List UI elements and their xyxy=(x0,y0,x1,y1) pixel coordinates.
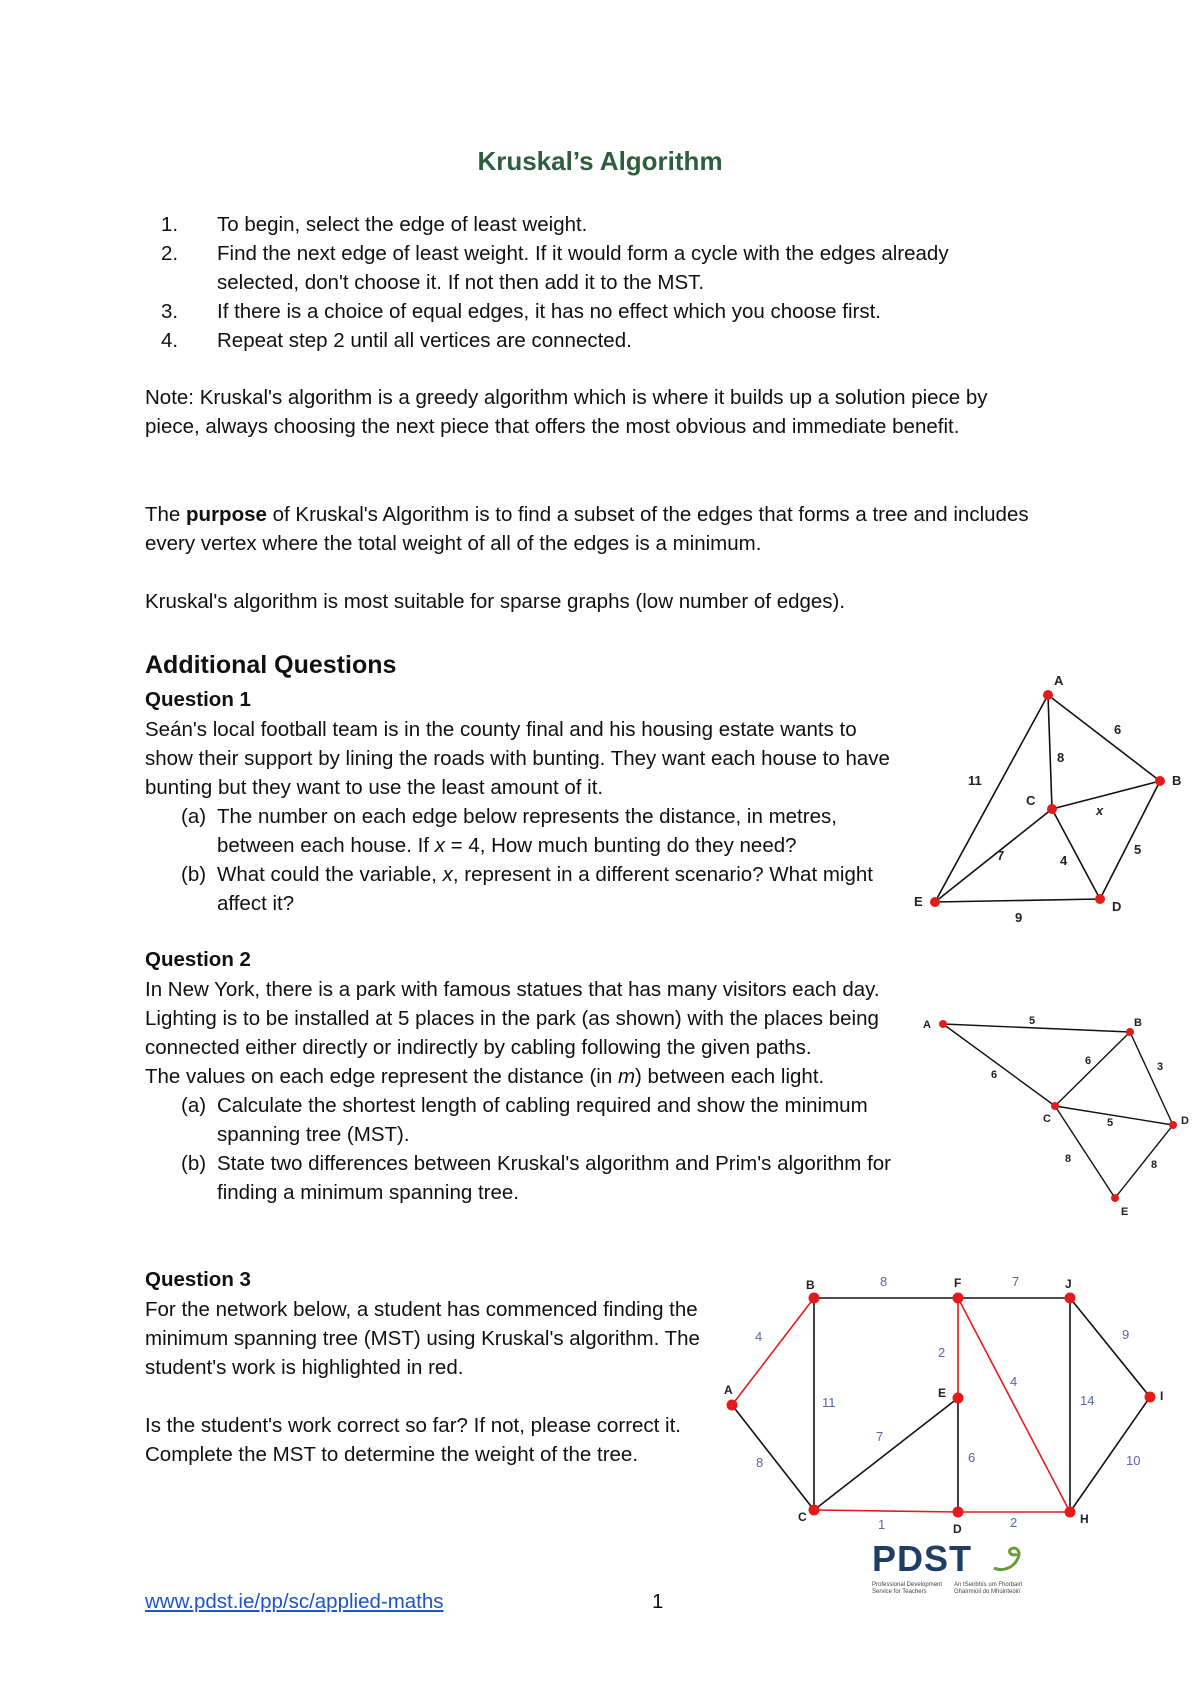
edge-c-b xyxy=(1052,781,1160,809)
edge-f-h xyxy=(958,1298,1070,1512)
step-text: If there is a choice of equal edges, it has no effect which you choose first. xyxy=(217,300,881,323)
question-2-body xyxy=(145,975,907,1207)
question-2-part-b xyxy=(145,1149,907,1207)
edge-a-b xyxy=(943,1024,1130,1032)
question-2-part-a xyxy=(145,1091,907,1149)
vertex-e xyxy=(953,1393,964,1404)
edge-b-d xyxy=(1130,1032,1173,1125)
edge-weight-c-e: 7 xyxy=(997,848,1005,863)
edge-weight-d-h: 2 xyxy=(1010,1515,1018,1530)
vertex-d xyxy=(1095,894,1105,904)
vertex-b xyxy=(1126,1028,1134,1036)
part-label: (a) xyxy=(181,1094,207,1117)
edge-weight-e-d: 9 xyxy=(1015,910,1023,925)
part-label: (b) xyxy=(181,1152,207,1175)
edge-weight-i-h: 10 xyxy=(1126,1453,1141,1468)
question-2-text: In New York, there is a park with famous statues that has many visitors each day. Lighting is to be installed at 5 places in the park (as shown) with the places being connected either directly or indirectly by cabling following the given paths. xyxy=(145,978,880,1059)
edge-weight-a-e: 11 xyxy=(968,773,982,788)
vertex-label-e: E xyxy=(914,894,923,909)
question-1-part-b xyxy=(145,860,905,918)
vertex-f xyxy=(953,1293,964,1304)
edge-weight-j-h: 14 xyxy=(1080,1393,1095,1408)
step-number: 1. xyxy=(161,213,179,236)
edge-weight-a-b: 6 xyxy=(1114,722,1122,737)
graph-1 xyxy=(900,665,1190,930)
edge-a-c xyxy=(943,1024,1055,1106)
vertex-label-f: F xyxy=(954,1276,962,1290)
edge-d-e xyxy=(1115,1125,1173,1198)
edge-weight-a-c: 6 xyxy=(991,1069,998,1081)
part-label: (b) xyxy=(181,863,207,886)
vertex-a xyxy=(939,1020,947,1028)
question-2-heading: Question 2 xyxy=(145,948,251,971)
pdst-logo xyxy=(872,1540,1032,1610)
vertex-label-i: I xyxy=(1160,1389,1164,1403)
edge-c-e xyxy=(814,1398,958,1510)
edge-weight-c-d: 4 xyxy=(1060,853,1068,868)
pdst-logo-text: PDST xyxy=(872,1538,973,1579)
vertex-c xyxy=(809,1505,820,1516)
vertex-c xyxy=(1047,804,1057,814)
vertex-e xyxy=(1111,1194,1119,1202)
step-item xyxy=(145,326,1025,355)
edge-c-e xyxy=(1055,1106,1115,1198)
edge-weight-f-j: 7 xyxy=(1012,1274,1020,1289)
vertex-label-b: B xyxy=(806,1278,815,1292)
edge-c-d xyxy=(814,1510,958,1512)
algorithm-steps xyxy=(145,210,1025,355)
unit-m: m xyxy=(617,1065,636,1088)
part-a-pre: The number on each edge below represents the distance, in metres, between each house. If xyxy=(217,805,837,857)
vertex-label-d: D xyxy=(1112,899,1122,914)
edge-a-c xyxy=(732,1405,814,1510)
edge-weight-d-e: 8 xyxy=(1151,1159,1158,1171)
vertex-h xyxy=(1065,1507,1076,1518)
logo-sub-irish: An tSeirbhís um Fhorbairt Ghairmiúil do Mhúinteoirí xyxy=(954,1582,1023,1595)
edge-weight-e-d: 6 xyxy=(968,1450,976,1465)
edge-weight-c-b: 6 xyxy=(1085,1055,1092,1067)
edge-b-d xyxy=(1100,781,1160,899)
step-text: Repeat step 2 until all vertices are connected. xyxy=(217,329,632,352)
page-title: Kruskal’s Algorithm xyxy=(477,146,723,176)
step-item xyxy=(145,297,1025,326)
question-1-heading: Question 1 xyxy=(145,688,251,711)
purpose-post: of Kruskal's Algorithm is to find a subset of the edges that forms a tree and includes every vertex where the total weight of all of the edges is a minimum. xyxy=(145,503,1029,555)
step-item xyxy=(145,239,1025,297)
edge-weight-f-h: 4 xyxy=(1010,1374,1018,1389)
vertex-label-a: A xyxy=(1054,673,1064,688)
logo-subtext xyxy=(872,1582,1032,1596)
edge-weight-j-i: 9 xyxy=(1122,1327,1130,1342)
question-1-body xyxy=(145,715,905,918)
edge-weight-c-d: 1 xyxy=(878,1517,886,1532)
purpose-bold: purpose xyxy=(186,503,267,526)
additional-questions-heading: Additional Questions xyxy=(145,651,397,679)
edge-weight-a-c: 8 xyxy=(756,1455,764,1470)
edge-a-c xyxy=(1048,695,1052,809)
vertex-a xyxy=(727,1400,738,1411)
purpose-pre: The xyxy=(145,503,187,526)
vertex-e xyxy=(930,897,940,907)
vertex-label-b: B xyxy=(1134,1017,1142,1029)
edge-weight-b-c: 11 xyxy=(822,1395,836,1410)
logo-sub-english: Professional Development Service for Teachers xyxy=(872,1582,943,1595)
edge-c-b xyxy=(1055,1032,1130,1106)
edge-a-b xyxy=(1048,695,1160,781)
edge-e-d xyxy=(935,899,1100,902)
question-1-part-a xyxy=(145,802,905,860)
variable-x: x xyxy=(442,863,453,886)
footer-link[interactable]: www.pdst.ie/pp/sc/applied-maths xyxy=(145,1590,444,1613)
edge-weight-f-e: 2 xyxy=(938,1345,946,1360)
vertex-label-e: E xyxy=(1121,1206,1129,1218)
edge-weight-c-e: 8 xyxy=(1065,1153,1072,1165)
question-3-body xyxy=(145,1295,705,1469)
edge-c-d xyxy=(1055,1106,1173,1125)
variable-x: x xyxy=(434,834,445,857)
step-number: 2. xyxy=(161,242,179,265)
vertex-label-a: A xyxy=(724,1383,733,1397)
vertex-label-e: E xyxy=(938,1386,947,1400)
vertex-label-h: H xyxy=(1080,1512,1089,1526)
vertex-label-c: C xyxy=(1026,793,1036,808)
question-3-heading: Question 3 xyxy=(145,1268,251,1291)
vertex-d xyxy=(1169,1121,1177,1129)
edge-weight-c-e: 7 xyxy=(876,1429,884,1444)
edge-c-e xyxy=(935,809,1052,902)
question-1-text: Seán's local football team is in the county final and his housing estate wants to show their support by lining the roads with bunting. They want each house to have bunting but they want to use the least amount of it. xyxy=(145,718,890,799)
vertex-label-c: C xyxy=(798,1510,807,1524)
note-paragraph: Note: Kruskal's algorithm is a greedy algorithm which is where it builds up a solution piece by piece, always choosing the next piece that offers the most obvious and immediate benefit. xyxy=(145,386,988,438)
edge-a-b xyxy=(732,1298,814,1405)
graph-2 xyxy=(915,1008,1200,1228)
page-number: 1 xyxy=(652,1590,664,1613)
step-text: To begin, select the edge of least weight. xyxy=(217,213,588,236)
step-item xyxy=(145,210,1025,239)
vertex-b xyxy=(809,1293,820,1304)
question-3-text: For the network below, a student has commenced finding the minimum spanning tree (MST) using Kruskal's algorithm. The student's work is highlighted in red. xyxy=(145,1298,700,1379)
edge-weight-a-c: 8 xyxy=(1057,750,1065,765)
purpose-paragraph xyxy=(145,500,1045,558)
part-b-text: State two differences between Kruskal's algorithm and Prim's algorithm for finding a minimum spanning tree. xyxy=(217,1152,892,1204)
edge-weight-a-b: 4 xyxy=(755,1329,763,1344)
sparse-paragraph: Kruskal's algorithm is most suitable for sparse graphs (low number of edges). xyxy=(145,590,846,613)
edge-weight-c-b: x xyxy=(1096,803,1104,818)
question-3-text-2: Is the student's work correct so far? If not, please correct it. Complete the MST to determine the weight of the tree. xyxy=(145,1414,682,1466)
edge-weight-b-d: 5 xyxy=(1134,842,1142,857)
part-a-post: = 4, How much bunting do they need? xyxy=(444,834,797,857)
part-label: (a) xyxy=(181,805,207,828)
vertex-j xyxy=(1065,1293,1076,1304)
step-number: 4. xyxy=(161,329,179,352)
vertex-a xyxy=(1043,690,1053,700)
vertex-label-d: D xyxy=(953,1522,962,1536)
step-text: Find the next edge of least weight. If it would form a cycle with the edges already selected, don't choose it. If not then add it to the MST. xyxy=(217,242,949,294)
vertex-label-b: B xyxy=(1172,773,1182,788)
vertex-label-c: C xyxy=(1043,1113,1051,1125)
step-number: 3. xyxy=(161,300,179,323)
swirl-icon xyxy=(990,1542,1030,1574)
vertex-label-d: D xyxy=(1181,1115,1189,1127)
edge-weight-b-d: 3 xyxy=(1157,1061,1164,1073)
edge-weight-c-d: 5 xyxy=(1107,1117,1114,1129)
vertex-d xyxy=(953,1507,964,1518)
edge-weight-a-b: 5 xyxy=(1029,1015,1036,1027)
vertex-label-a: A xyxy=(923,1019,931,1031)
part-b-pre: What could the variable, xyxy=(217,863,443,886)
graph-3 xyxy=(710,1265,1180,1550)
vertex-label-j: J xyxy=(1065,1277,1072,1291)
values-post: ) between each light. xyxy=(635,1065,825,1088)
part-b-post: , represent in a different scenario? What might affect it? xyxy=(217,863,873,915)
edge-j-i xyxy=(1070,1298,1150,1397)
question-2-values xyxy=(145,1062,907,1091)
values-pre: The values on each edge represent the distance (in xyxy=(145,1065,618,1088)
vertex-c xyxy=(1051,1102,1059,1110)
vertex-b xyxy=(1155,776,1165,786)
edge-weight-b-f: 8 xyxy=(880,1274,888,1289)
vertex-i xyxy=(1145,1392,1156,1403)
part-a-text: Calculate the shortest length of cabling required and show the minimum spanning tree (MST). xyxy=(217,1094,868,1146)
